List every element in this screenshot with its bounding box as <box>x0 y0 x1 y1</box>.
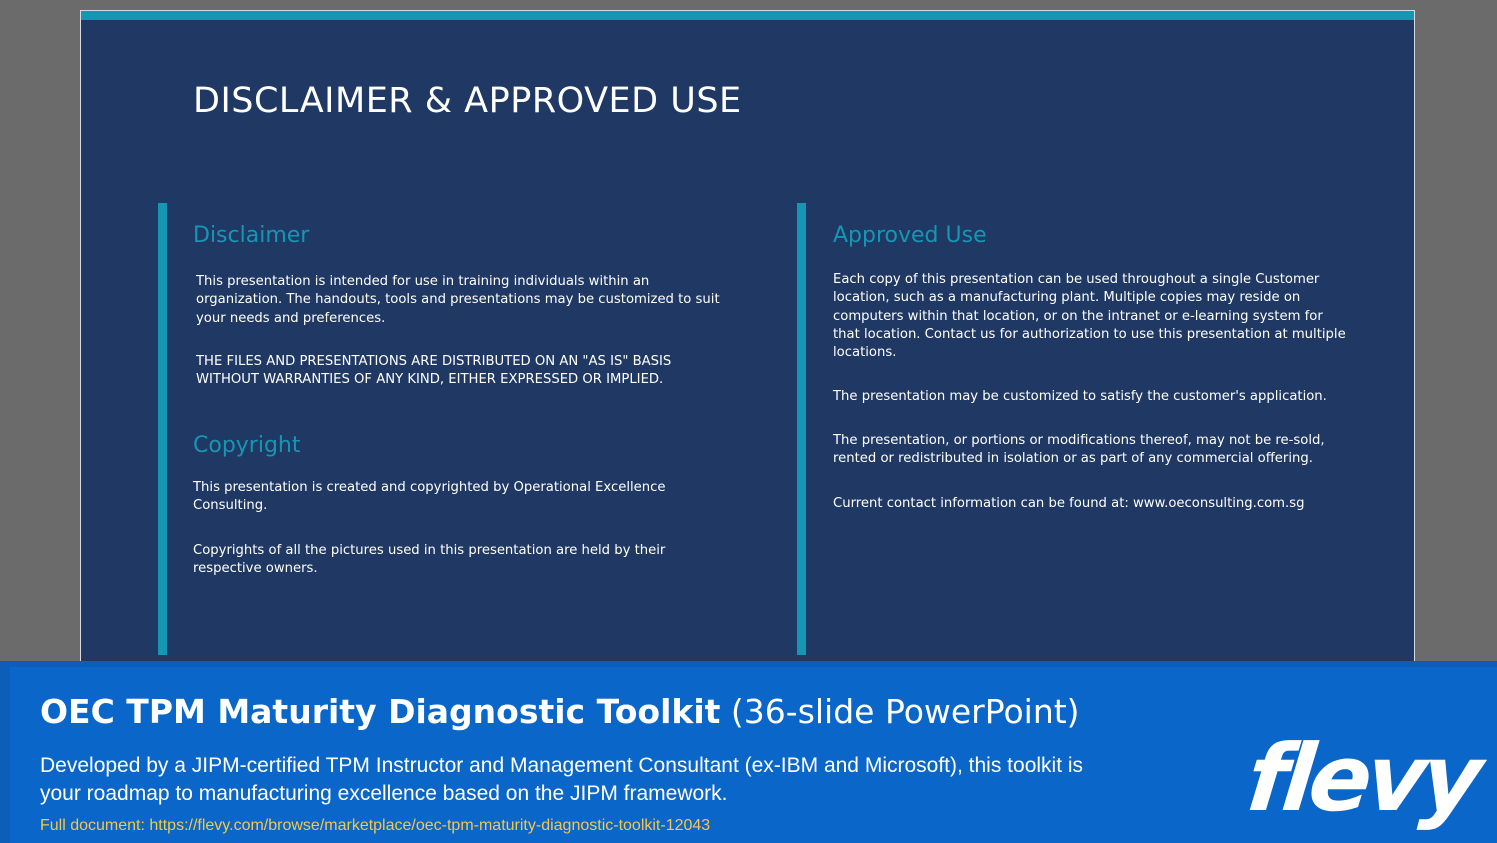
disclaimer-paragraph-2: THE FILES AND PRESENTATIONS ARE DISTRIBUTED ON AN "AS IS" BASIS WITHOUT WARRANTIES OF ANY KIND, EITHER EXPRESSED OR IMPLIED. <box>196 354 672 388</box>
slide-title: DISCLAIMER & APPROVED USE <box>193 81 742 121</box>
right-column-accent-bar <box>797 203 806 655</box>
approved-use-paragraph-1: Each copy of this presentation can be used throughout a single Customer location, such as a manufacturing plant. Multiple copies may reside on computers within that location, or on the intranet or e-learning system for that location. Contact us for authorization to use this presentation at multiple locations. <box>833 272 1346 361</box>
slide-top-accent-bar <box>81 11 1414 20</box>
banner-title <box>40 692 1080 731</box>
disclaimer-heading: Disclaimer <box>193 223 310 248</box>
promo-banner-panel <box>10 667 1497 843</box>
copyright-paragraph-1: This presentation is created and copyrighted by Operational Excellence Consulting. <box>193 480 666 514</box>
flevy-logo[interactable]: flevy <box>1242 725 1483 832</box>
approved-use-heading: Approved Use <box>833 223 987 248</box>
left-column-accent-bar <box>158 203 167 655</box>
copyright-paragraph-2: Copyrights of all the pictures used in this presentation are held by their respective owners. <box>193 543 666 577</box>
copyright-heading: Copyright <box>193 433 301 458</box>
promo-banner <box>0 661 1497 843</box>
banner-title-bold: OEC TPM Maturity Diagnostic Toolkit <box>40 692 721 731</box>
slide <box>80 10 1415 670</box>
full-document-link[interactable]: Full document: https://flevy.com/browse/marketplace/oec-tpm-maturity-diagnostic-toolkit-12043 <box>40 817 711 834</box>
banner-description: Developed by a JIPM-certified TPM Instructor and Management Consultant (ex-IBM and Microsoft), this toolkit is your roadmap to manufacturing excellence based on the JIPM framework. <box>40 754 1084 805</box>
approved-use-paragraph-4: Current contact information can be found at: www.oeconsulting.com.sg <box>833 496 1305 511</box>
banner-title-light: (36-slide PowerPoint) <box>730 692 1080 731</box>
approved-use-paragraph-2: The presentation may be customized to satisfy the customer's application. <box>833 389 1327 404</box>
approved-use-paragraph-3: The presentation, or portions or modifications thereof, may not be re-sold, rented or redistributed in isolation or as part of any commercial offering. <box>833 433 1325 467</box>
disclaimer-paragraph-1: This presentation is intended for use in training individuals within an organization. The handouts, tools and presentations may be customized to suit your needs and preferences. <box>196 274 720 326</box>
